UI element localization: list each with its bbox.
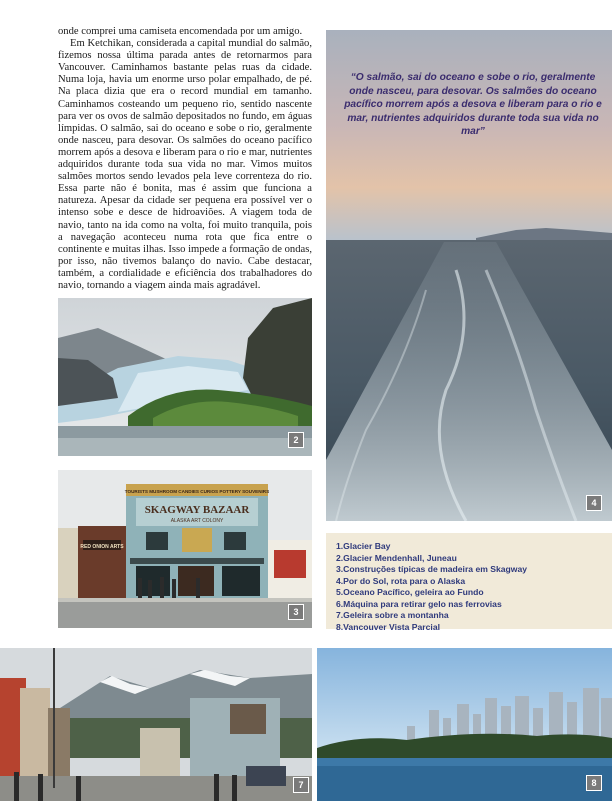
photo-vancouver [317,648,612,801]
mountain-street-image [0,648,312,801]
article-paragraph: Em Ketchikan, considerada a capital mundial do salmão, fizemos nossa última parada antes de retornarmos para Vancouver. Caminhamos bastante pelas ruas da cidade. Numa loja, havia um enorme urso polar empalhado, de pé. Na placa dizia que era o record mundial em tamanho. Caminhamos costeando um pequeno rio, sentido nascente para ver os ovos de salmão depositados no fundo, em águas límpidas. O salmão, sai do oceano e sobe o rio, geralmente onde nasceu, para desovar. Os salmões do oceano pacífico morrem após a desova e liberam para o rio e mar, nutrientes adquiridos durante toda sua vida no mar. Vimos muitos salmões mortos sendo levados pela leve correnteza do rio. Essa parte não é bonita, mas é assim que funciona a natureza. Apesar da cidade ser pequena era possível ver o intenso sobe e desce de hidroaviões. A viagem toda de navio, tanto na ida como na volta, foi muito tranquila, pois a navegação aconteceu numa rota que fica entre o continente e muitas ilhas. Isso impede a formação de ondas, por isso, não tivemos balanço do navio. Cabe destacar, também, a cordialidade e eficiência dos trabalhadores do navio, tornando a viagem ainda mais agradável. [58,38,312,291]
photo-skagway-buildings [58,470,312,628]
legend-item: 7.Geleira sobre a montanha [336,610,449,620]
legend-item: 4.Por do Sol, rota para o Alaska [336,575,466,586]
skagway-image [58,470,312,628]
vancouver-image [317,648,612,801]
photo-mountain-street [0,648,312,801]
legend-item: 2.Glacier Mendenhall, Juneau [336,552,457,563]
photo-glacier-mendenhall [58,298,312,456]
shop-sign-left: RED ONION ARTS [80,544,124,550]
photo-number-badge: 4 [586,495,602,511]
legend-item: 1.Glacier Bay [336,541,391,551]
article-paragraph: onde comprei uma camiseta encomendada por um amigo. [58,26,303,37]
legend-item: 5.Oceano Pacífico, geleira ao Fundo [336,587,484,597]
shop-sign-top: TOURISTS MUSHROOM CANDIES CURIOS POTTERY SOUVENIRS [124,489,270,494]
legend-item: 8.Vancouver Vista Parcial [336,621,440,632]
photo-number-badge: 3 [288,604,304,620]
photo-number-badge: 8 [586,775,602,791]
pull-quote: “O salmão, sai do oceano e sobe o rio, geralmente onde nasceu, para desovar. Os salmões do oceano pacífico morrem após a desova e liberam para o rio e mar, nutrientes adquiridos durante toda sua vida no mar” [344,72,602,138]
shop-sign-sub: ALASKA ART COLONY [170,518,224,524]
article-body [58,26,312,292]
photo-legend [326,533,612,632]
photo-number-badge: 2 [288,432,304,448]
glacier-image [58,298,312,456]
photo-number-badge: 7 [293,777,309,793]
shop-sign-main: SKAGWAY BAZAAR [144,504,250,516]
legend-item: 3.Construções típicas de madeira em Skagway [336,564,528,574]
legend-list [326,533,612,633]
legend-item: 6.Máquina para retirar gelo nas ferrovias [336,598,502,609]
